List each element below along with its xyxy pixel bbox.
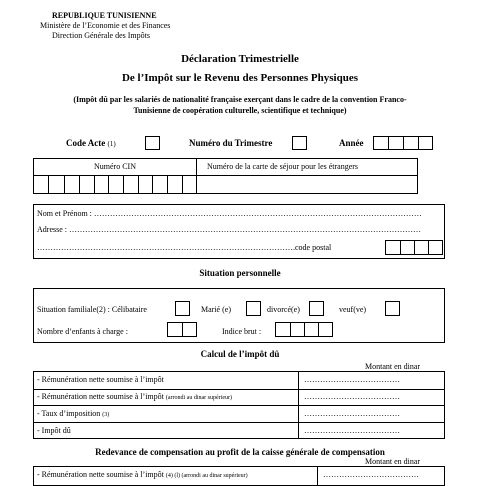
situation-box bbox=[33, 288, 445, 343]
address-box bbox=[33, 204, 445, 259]
code-postal-label: …………………………………………………………………………………….code postal bbox=[37, 243, 332, 252]
divorce-label: divorcé(e) bbox=[267, 305, 300, 314]
redevance-title: Redevance de compensation au profit de la caisse générale de compensation bbox=[95, 447, 385, 457]
calcul-row-1-label: - Rémunération nette soumise à l’impôt bbox=[37, 375, 164, 384]
calcul-montant-header: Montant en dinar bbox=[365, 362, 421, 371]
calcul-row-3-value[interactable]: ……………………………… bbox=[304, 409, 400, 418]
situation-title: Situation personnelle bbox=[199, 268, 281, 278]
veuf-checkbox[interactable] bbox=[385, 301, 400, 316]
calcul-title: Calcul de l’impôt dû bbox=[200, 349, 280, 359]
numero-trimestre-label: Numéro du Trimestre bbox=[189, 138, 273, 148]
code-acte-box[interactable] bbox=[145, 136, 160, 150]
veuf-label: veuf(ve) bbox=[339, 305, 367, 314]
calcul-row-2-value[interactable]: ……………………………… bbox=[304, 392, 400, 401]
celibataire-checkbox[interactable] bbox=[175, 301, 190, 316]
enfants-label: Nombre d’enfants à charge : bbox=[37, 327, 128, 336]
calcul-row-3-label: - Taux d’imposition (3) bbox=[37, 409, 110, 418]
adresse-field[interactable]: Adresse : …………………………………………………………………………………………………………………… bbox=[37, 225, 421, 234]
redevance-row-label: - Rémunération nette soumise à l’impôt (4) (l) (arrondi au dinar supérieur) bbox=[37, 470, 248, 479]
redevance-montant-header: Montant en dinar bbox=[365, 457, 421, 466]
identity-table bbox=[33, 158, 418, 194]
calcul-row-1-value[interactable]: ……………………………… bbox=[304, 375, 400, 384]
carte-sejour-header: Numéro de la carte de séjour pour les étrangers bbox=[207, 162, 359, 171]
enfants-box[interactable] bbox=[167, 322, 197, 337]
calcul-row-4-label: - Impôt dû bbox=[37, 426, 71, 435]
indice-brut-box[interactable] bbox=[275, 322, 333, 337]
subtitle-line2: Tunisienne de coopération culturelle, scientifique et technique) bbox=[133, 106, 347, 115]
calcul-row-4-value[interactable]: ……………………………… bbox=[304, 426, 400, 435]
trimestre-box[interactable] bbox=[292, 136, 307, 150]
subtitle-line1: (Impôt dû par les salariés de nationalité française exerçant dans le cadre de la convention Franco- bbox=[73, 95, 407, 104]
marie-label: Marié (e) bbox=[201, 305, 231, 314]
title-declaration: Déclaration Trimestrielle bbox=[181, 53, 299, 65]
code-postal-box[interactable] bbox=[385, 240, 443, 255]
redevance-row-value[interactable]: ……………………………… bbox=[323, 470, 419, 479]
annee-box[interactable] bbox=[373, 136, 433, 150]
calcul-table bbox=[33, 371, 445, 439]
title-irpp: De l’Impôt sur le Revenu des Personnes Physiques bbox=[121, 72, 358, 84]
cin-header: Numéro CIN bbox=[94, 162, 136, 171]
header-ministry: Ministère de l’Economie et des Finances bbox=[40, 21, 171, 30]
code-acte-label: Code Acte (1) bbox=[66, 138, 116, 148]
calcul-row-2-label: - Rémunération nette soumise à l’impôt (arrondi au dinar supérieur) bbox=[37, 392, 232, 401]
annee-label: Année bbox=[339, 138, 364, 148]
indice-brut-label: Indice brut : bbox=[222, 327, 262, 336]
marie-checkbox[interactable] bbox=[246, 301, 261, 316]
nom-prenom-field[interactable]: Nom et Prénom : …………………………………………………………………………………………………………… bbox=[37, 209, 422, 218]
header-direction: Direction Générale des Impôts bbox=[52, 31, 150, 40]
redevance-table bbox=[33, 466, 445, 486]
situation-familiale-label: Situation familiale(2) : Célibataire bbox=[37, 305, 147, 314]
divorce-checkbox[interactable] bbox=[309, 301, 324, 316]
header-republic: REPUBLIQUE TUNISIENNE bbox=[52, 11, 157, 20]
